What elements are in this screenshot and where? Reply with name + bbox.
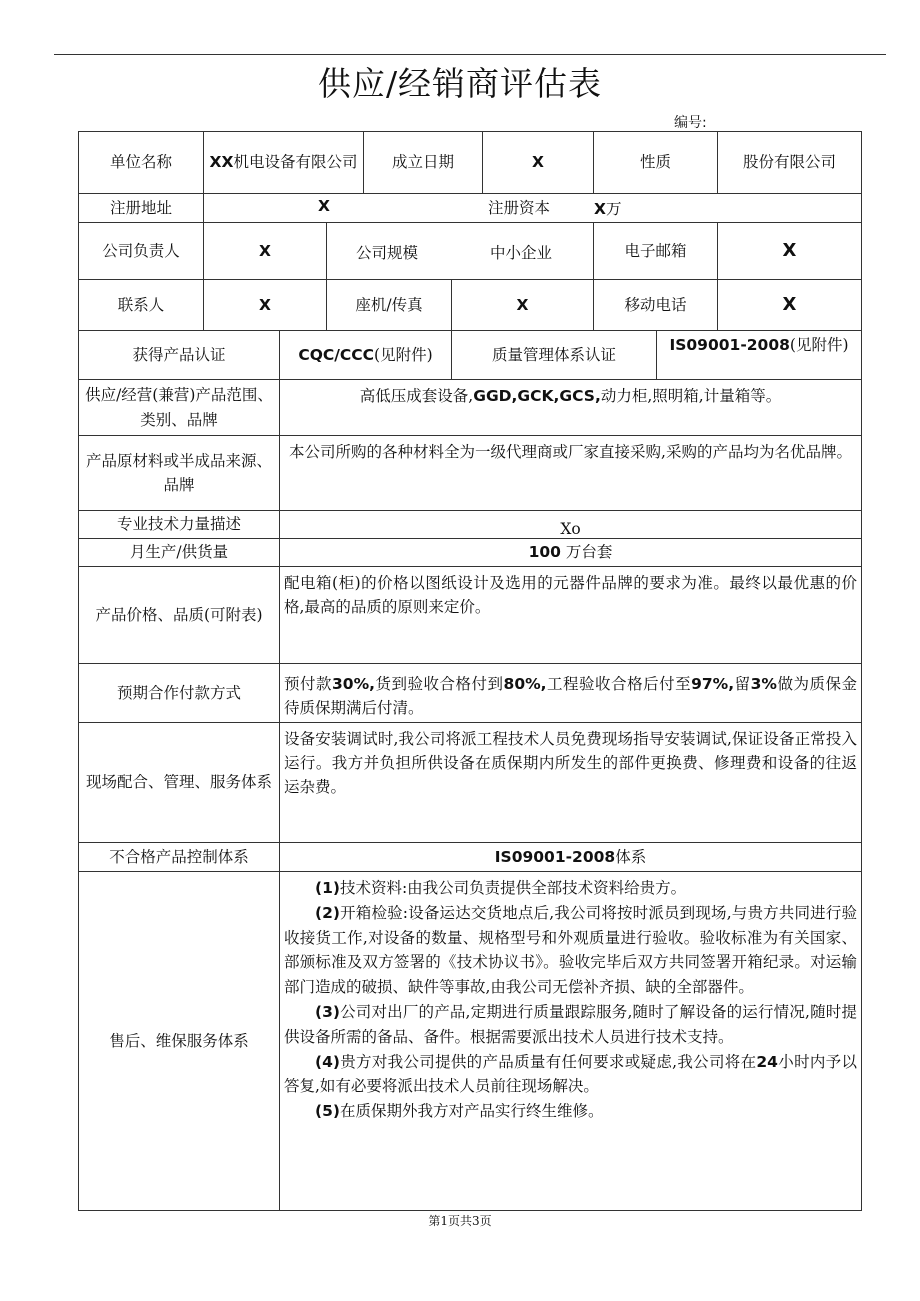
unit-name-label: 单位名称 [78,131,204,194]
qms-label: 质量管理体系认证 [451,330,657,380]
after-item-4: (4)贵方对我公司提供的产品质量有任何要求或疑虑,我公司将在24小时内予以答复,如有必要将派出技术人员前往现场解决。 [284,1052,857,1096]
header-rule [54,54,886,55]
tech-label: 专业技术力量描述 [78,510,280,539]
output-label: 月生产/供货量 [78,538,280,567]
nonconf-text: IS09001-2008体系 [494,847,647,866]
address-label: 注册地址 [78,193,204,223]
qms-value [656,330,862,380]
site-label: 现场配合、管理、服务体系 [78,722,280,843]
payment-label: 预期合作付款方式 [78,663,280,723]
capital-value: X万 [594,200,622,218]
output-text: 100 万台套 [528,543,613,562]
mobile-value: X [717,279,862,331]
site-value: 设备安装调试时,我公司将派工程技术人员免费现场指导安装调试,保证设备正常投入运行。我方并负担所供设备在质保期内所发生的部件更换费、修理费和设备的往返运杂费。 [279,722,862,843]
after-item-3: (3)公司对出厂的产品,定期进行质量跟踪服务,随时了解设备的运行情况,随时提供设备所需的备品、备件。根据需要派出技术人员进行技术支持。 [284,1002,857,1046]
nonconf-label: 不合格产品控制体系 [78,842,280,872]
doc-number-label: 编号: [674,115,707,131]
established-value: X [482,131,594,194]
manager-label: 公司负责人 [78,222,204,280]
nature-label: 性质 [593,131,718,194]
after-sales-label: 售后、维保服务体系 [78,871,280,1211]
nature-value: 股份有限公司 [717,131,862,194]
after-sales-value [279,871,862,1211]
scope-value [279,379,862,436]
cert-text: CQC/CCC(见附件) [298,345,433,364]
payment-value: 预付款30%,货到验收合格付到80%,工程验收合格后付至97%,留3%做为质保金待质保期满后付清。 [279,663,862,723]
after-item-1: (1)技术资料:由我公司负责提供全部技术资料给贵方。 [315,879,687,897]
unit-name-text: XX机电设备有限公司 [209,153,358,172]
address-value: X [318,197,330,215]
scope-text: 高低压成套设备,GGD,GCK,GCS,动力柜,照明箱,计量箱等。 [359,387,782,405]
mobile-label: 移动电话 [593,279,718,331]
phone-label: 座机/传真 [326,279,452,331]
contact-label: 联系人 [78,279,204,331]
scope-label: 供应/经营(兼营)产品范围、类别、品牌 [78,379,280,436]
price-label: 产品价格、品质(可附表) [78,566,280,664]
scale-value: 中小企业 [490,244,553,262]
source-value: 本公司所购的各种材料全为一级代理商或厂家直接采购,采购的产品均为名优品牌。 [279,435,862,511]
page-footer: 第1页共3页 [428,1214,492,1228]
nonconf-value [279,842,862,872]
phone-value: X [451,279,594,331]
scale-label: 公司规模 [356,244,419,262]
contact-value: X [203,279,327,331]
email-value: X [717,222,862,280]
email-label: 电子邮箱 [593,222,718,280]
after-item-5: (5)在质保期外我方对产品实行终生维修。 [315,1102,604,1121]
cert-label: 获得产品认证 [78,330,280,380]
source-label: 产品原材料或半成品来源、品牌 [78,435,280,511]
capital-label: 注册资本 [488,199,551,217]
unit-name-value [203,131,364,194]
page-title: 供应/经销商评估表 [317,64,603,103]
cert-value [279,330,452,380]
price-value: 配电箱(柜)的价格以图纸设计及选用的元器件品牌的要求为准。最终以最优惠的价格,最高的品质的原则来定价。 [279,566,862,664]
qms-text: IS09001-2008(见附件) [669,336,849,354]
established-label: 成立日期 [363,131,483,194]
tech-value: Xo [279,510,862,539]
after-item-2: (2)开箱检验:设备运达交货地点后,我公司将按时派员到现场,与贵方共同进行验收接货工作,对设备的数量、规格型号和外观质量进行验收。验收标准为有关国家、部颁标准及双方签署的《技术协议书》。验收完毕后双方共同签署开箱纪录。对运输部门造成的破损、缺件等事故,由我公司无偿补齐损、缺的全部器件。 [284,903,857,997]
output-value [279,538,862,567]
manager-value: X [203,222,327,280]
